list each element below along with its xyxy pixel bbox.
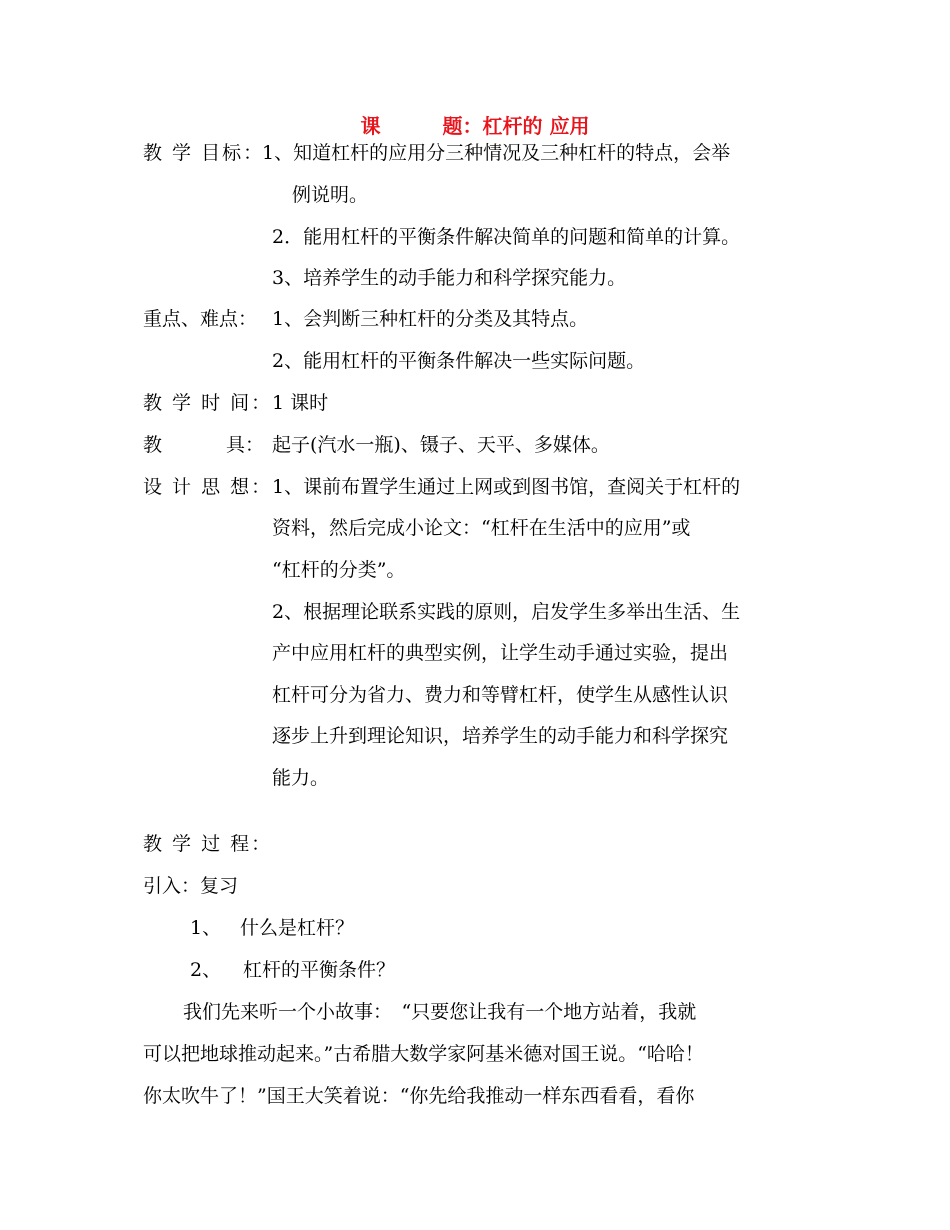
design-item2-line3: 杠杆可分为省力、费力和等臂杠杆，使学生从感性认识 — [272, 684, 729, 706]
process-label: 教 学 过 程： — [143, 833, 273, 855]
key-points-item1: 1、会判断三种杠杆的分类及其特点。 — [272, 308, 589, 330]
time-value: 1 课时 — [272, 392, 329, 414]
question1-text: 什么是杠杆？ — [240, 917, 355, 939]
title-part1: 课 — [360, 114, 381, 138]
story-line2: 可以把地球推动起来。”古希腊大数学家阿基米德对国王说。“哈哈！ — [143, 1043, 704, 1065]
objectives-item1-line2: 例说明。 — [292, 184, 369, 206]
objectives-label: 教 学 目标： — [143, 142, 265, 164]
design-item1-line1: 1、课前布置学生通过上网或到图书馆，查阅关于杠杆的 — [272, 476, 741, 498]
story-line1: 我们先来听一个小故事： “只要您让我有一个地方站着，我就 — [183, 1001, 697, 1023]
objectives-item2: 2．能用杠杆的平衡条件解决简单的问题和简单的计算。 — [272, 226, 741, 248]
design-item2-line2: 产中应用杠杆的典型实例，让学生动手通过实验，提出 — [272, 642, 729, 664]
key-points-item2: 2、能用杠杆的平衡条件解决一些实际问题。 — [272, 350, 646, 372]
design-item1-line2: 资料，然后完成小论文：“杠杆在生活中的应用”或 — [272, 517, 691, 539]
design-item1-line3: “杠杆的分类”。 — [272, 559, 406, 581]
question2-number: 2、 — [190, 959, 222, 981]
question1-number: 1、 — [190, 917, 222, 939]
tools-value: 起子(汽水一瓶)、镊子、天平、多媒体。 — [272, 434, 610, 456]
story-line3: 你太吹牛了！”国王大笑着说：“你先给我推动一样东西看看，看你 — [143, 1085, 695, 1107]
title-part2: 题：杠杆的 应用 — [442, 114, 590, 138]
key-points-label: 重点、难点： — [143, 308, 258, 330]
page-title — [0, 110, 950, 139]
tools-label-char2: 具： — [226, 434, 265, 456]
design-item2-line5: 能力。 — [272, 767, 330, 789]
time-label: 教 学 时 间： — [143, 392, 273, 414]
design-item2-line1: 2、根据理论联系实践的原则，启发学生多举出生活、生 — [272, 601, 741, 623]
objectives-item1-line1: 1、知道杠杆的应用分三种情况及三种杠杆的特点，会举 — [262, 142, 731, 164]
tools-label-char1: 教 — [143, 434, 163, 456]
tools-label — [143, 431, 264, 459]
design-item2-line4: 逐步上升到理论知识，培养学生的动手能力和科学探究 — [272, 725, 729, 747]
objectives-item3: 3、培养学生的动手能力和科学探究能力。 — [272, 267, 627, 289]
design-label: 设 计 思 想： — [143, 476, 273, 498]
question2-text: 杠杆的平衡条件？ — [243, 959, 396, 981]
process-intro: 引入：复习 — [143, 875, 239, 897]
